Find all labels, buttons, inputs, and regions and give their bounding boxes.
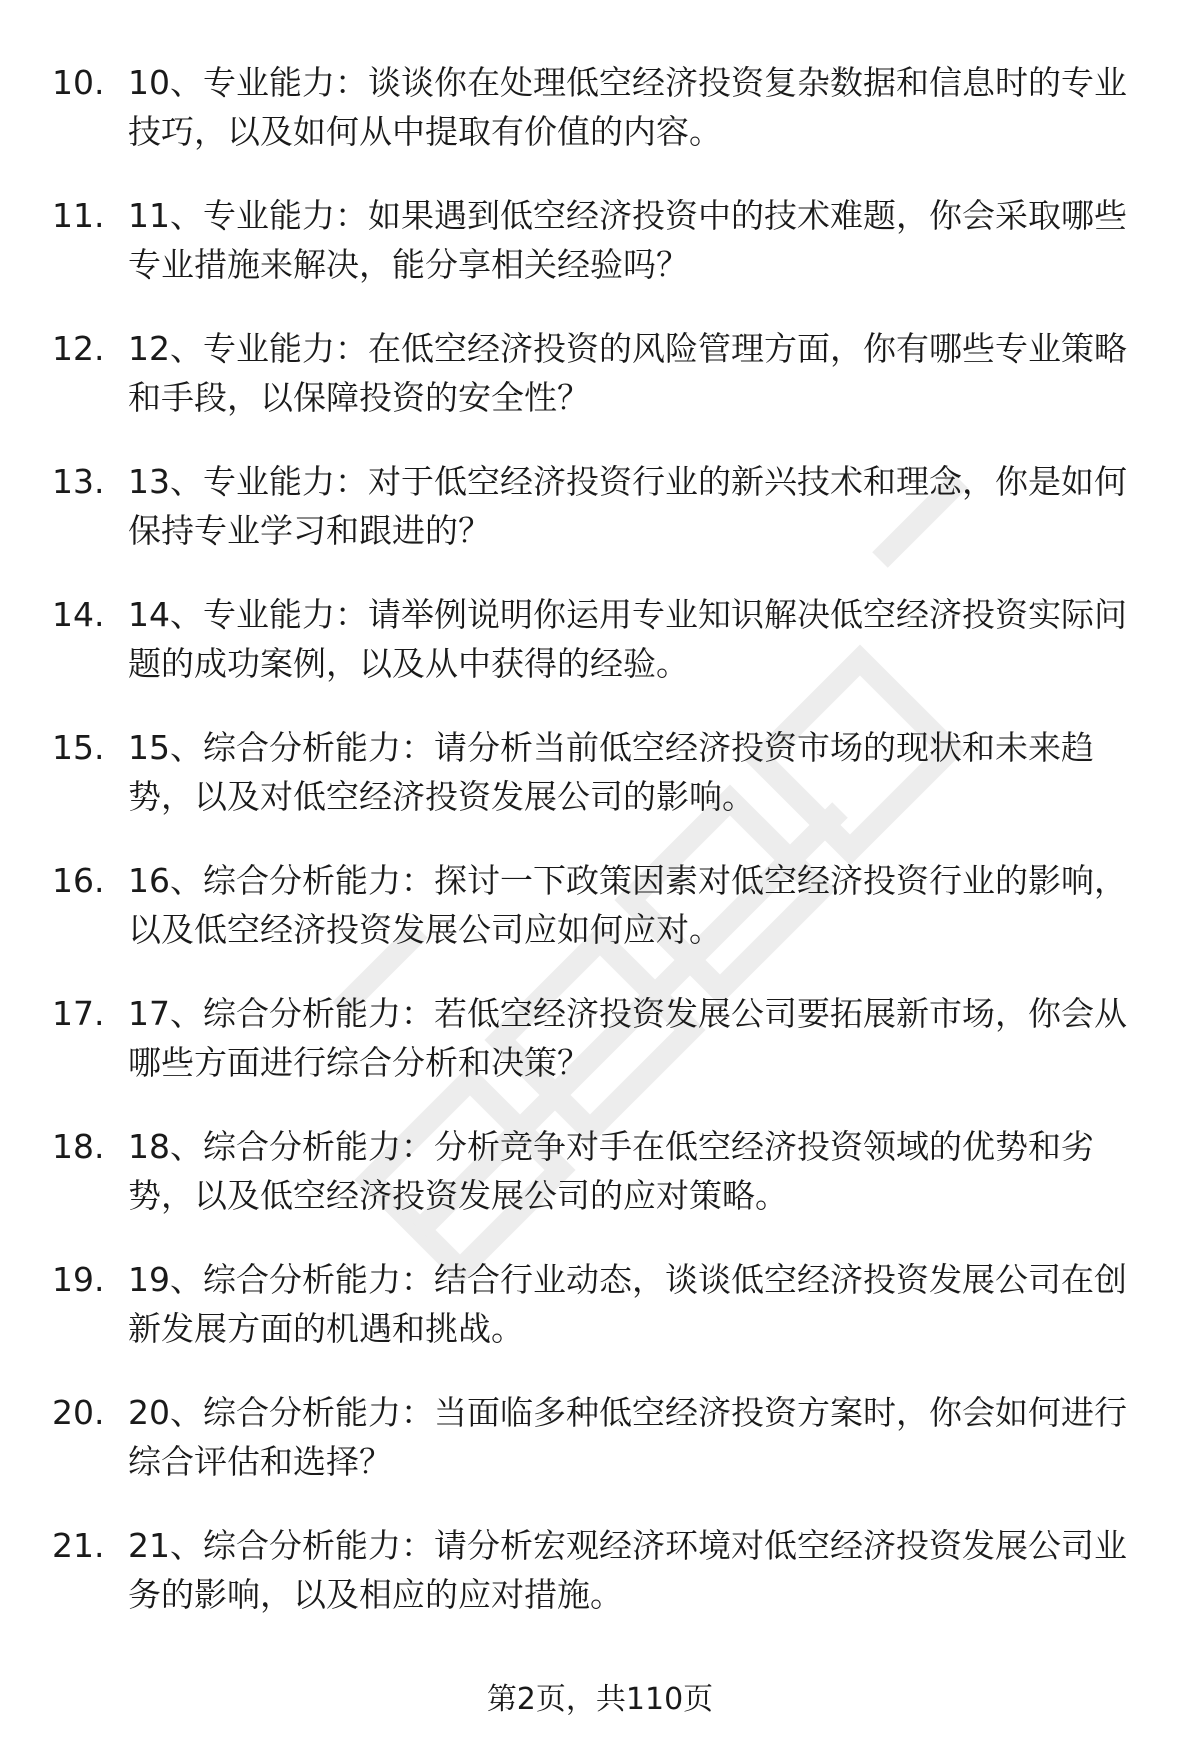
item-text: 19、综合分析能力：结合行业动态，谈谈低空经济投资发展公司在创新发展方面的机遇和挑战。 — [128, 1260, 1127, 1348]
list-item — [0, 58, 1200, 191]
list-item — [0, 590, 1200, 723]
item-text: 11、专业能力：如果遇到低空经济投资中的技术难题，你会采取哪些专业措施来解决，能分享相关经验吗？ — [128, 196, 1127, 284]
item-text: 18、综合分析能力：分析竞争对手在低空经济投资领域的优势和劣势，以及低空经济投资发展公司的应对策略。 — [128, 1127, 1094, 1215]
item-text: 13、专业能力：对于低空经济投资行业的新兴技术和理念，你是如何保持专业学习和跟进的？ — [128, 462, 1127, 550]
item-text: 21、综合分析能力：请分析宏观经济环境对低空经济投资发展公司业务的影响，以及相应的应对措施。 — [128, 1526, 1127, 1614]
item-number: 15. — [52, 728, 105, 767]
item-text: 16、综合分析能力：探讨一下政策因素对低空经济投资行业的影响，以及低空经济投资发展公司应如何应对。 — [128, 861, 1127, 949]
list-item — [0, 1255, 1200, 1388]
list-item — [0, 324, 1200, 457]
item-text: 20、综合分析能力：当面临多种低空经济投资方案时，你会如何进行综合评估和选择？ — [128, 1393, 1127, 1481]
item-text: 12、专业能力：在低空经济投资的风险管理方面，你有哪些专业策略和手段，以保障投资的安全性？ — [128, 329, 1127, 417]
list-item — [0, 457, 1200, 590]
item-text: 14、专业能力：请举例说明你运用专业知识解决低空经济投资实际问题的成功案例，以及从中获得的经验。 — [128, 595, 1127, 683]
item-number: 20. — [52, 1393, 105, 1432]
list-item — [0, 1388, 1200, 1521]
list-item — [0, 1122, 1200, 1255]
question-list — [0, 58, 1200, 1654]
item-text: 17、综合分析能力：若低空经济投资发展公司要拓展新市场，你会从哪些方面进行综合分析和决策？ — [128, 994, 1127, 1082]
item-number: 13. — [52, 462, 105, 501]
list-item — [0, 989, 1200, 1122]
item-number: 12. — [52, 329, 105, 368]
item-number: 14. — [52, 595, 105, 634]
item-number: 11. — [52, 196, 105, 235]
item-number: 18. — [52, 1127, 105, 1166]
list-item — [0, 856, 1200, 989]
item-number: 21. — [52, 1526, 105, 1565]
item-number: 10. — [52, 63, 105, 102]
item-number: 17. — [52, 994, 105, 1033]
item-number: 16. — [52, 861, 105, 900]
list-item — [0, 1521, 1200, 1654]
page-footer: 第2页，共110页 — [486, 1682, 714, 1717]
item-text: 10、专业能力：谈谈你在处理低空经济投资复杂数据和信息时的专业技巧，以及如何从中提取有价值的内容。 — [128, 63, 1127, 151]
list-item — [0, 723, 1200, 856]
list-item — [0, 191, 1200, 324]
item-number: 19. — [52, 1260, 105, 1299]
item-text: 15、综合分析能力：请分析当前低空经济投资市场的现状和未来趋势，以及对低空经济投资发展公司的影响。 — [128, 728, 1094, 816]
